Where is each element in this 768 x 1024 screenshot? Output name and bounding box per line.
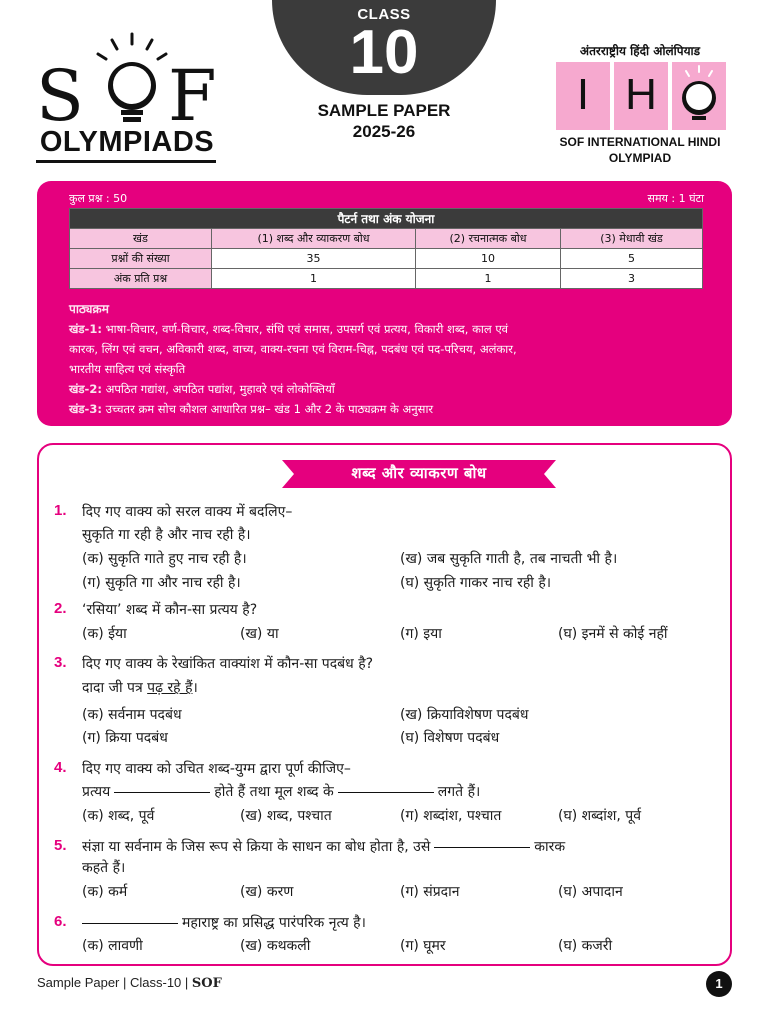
sentence-part: महाराष्ट्र का प्रसिद्ध पारंपरिक नृत्य है। [182,915,366,931]
table-header-row [70,229,703,249]
iho-caption [550,134,730,166]
syllabus-item [69,399,709,419]
option-c[interactable]: (ग) शब्दांश, पश्चात [400,808,502,824]
paper-title-line: SAMPLE PAPER [317,101,451,120]
page-number: 1 [706,971,732,997]
option-d[interactable]: (घ) इनमें से कोई नहीं [558,626,668,642]
sof-olympiads-text: OLYMPIADS [39,126,215,158]
table-header: (2) रचनात्मक बोध [416,229,561,249]
total-questions: कुल प्रश्न : 50 [69,192,128,205]
question-number: 5. [54,837,67,854]
question-text: दिए गए वाक्य को सरल वाक्य में बदलिए– [82,504,293,520]
exam-time: समय : 1 घंटा [647,192,704,205]
option-b[interactable]: (ख) शब्द, पश्चात [240,808,332,824]
question-text [82,837,565,856]
question-sentence: सुकृति गा रही है और नाच रही है। [82,527,251,543]
option-a[interactable]: (क) सुकृति गाते हुए नाच रही है। [82,551,247,567]
class-label: CLASS [357,6,411,23]
iho-letter-h: H [625,70,657,119]
class-number: 10 [349,18,419,87]
underlined-phrase: पढ़ रहे हैं [147,680,193,696]
fill-in-sentence [82,782,480,801]
paper-year: 2025-26 [352,122,416,141]
sentence-part: प्रत्यय [82,784,111,800]
syllabus-text: भारतीय साहित्य एवं संस्कृति [69,362,186,376]
question-number: 3. [54,654,67,671]
pattern-info-box [37,181,732,426]
question-text: दिए गए वाक्य के रेखांकित वाक्यांश में कौन-सा पदबंध है? [82,656,374,672]
option-b[interactable]: (ख) जब सुकृति गाती है, तब नाचती भी है। [400,551,618,567]
blank-line [434,847,530,848]
question-text: ‘रसिया’ शब्द में कौन-सा प्रत्यय है? [82,602,258,618]
sof-letter-s: S [36,55,84,137]
iho-logo [550,40,740,170]
section-banner [282,460,556,488]
syllabus-tag: खंड-2: [69,382,102,396]
iho-caption-line2: OLYMPIAD [608,151,672,165]
option-b[interactable]: (ख) क्रियाविशेषण पदबंध [400,707,529,723]
sentence-part: दादा जी पत्र [82,680,148,696]
table-row-label: अंक प्रति प्रश्न [70,269,212,289]
option-b[interactable]: (ख) करण [240,884,294,900]
section-title: शब्द और व्याकरण बोध [351,464,487,482]
option-c[interactable]: (ग) क्रिया पदबंध [82,730,168,746]
table-cell: 1 [212,269,416,289]
option-a[interactable]: (क) शब्द, पूर्व [82,808,155,824]
questions-panel [37,443,732,966]
iho-box-h [614,62,668,130]
table-cell: 1 [416,269,561,289]
table-cell: 10 [416,249,561,269]
table-cell: 5 [561,249,703,269]
sentence-part: संज्ञा या सर्वनाम के जिस रूप से क्रिया के साधन का बोध होता है, उसे [82,839,431,855]
question-number: 2. [54,600,67,617]
option-c[interactable]: (ग) सुकृति गा और नाच रही है। [82,575,241,591]
iho-box-i [556,62,610,130]
table-caption: पैटर्न तथा अंक योजना [70,209,703,229]
option-c[interactable]: (ग) इया [400,626,442,642]
option-d[interactable]: (घ) शब्दांश, पूर्व [558,808,642,824]
option-a[interactable]: (क) लावणी [82,938,143,954]
table-header: (1) शब्द और व्याकरण बोध [212,229,416,249]
table-header: खंड [70,229,212,249]
lightbulb-icon [92,30,172,130]
footer-text: Sample Paper | Class-10 | [37,975,192,990]
table-caption-row [70,209,703,229]
table-cell: 35 [212,249,416,269]
question-text: दिए गए वाक्य को उचित शब्द-युग्म द्वारा पूर्ण कीजिए– [82,761,351,777]
iho-hindi-title: अंतरराष्ट्रीय हिंदी ओलंपियाड [579,44,701,58]
table-cell: 3 [561,269,703,289]
blank-line [82,923,178,924]
option-d[interactable]: (घ) विशेषण पदबंध [400,730,500,746]
syllabus-tag: खंड-3: [69,402,102,416]
question-number: 6. [54,913,67,930]
question-text: कहते हैं। [82,860,126,876]
syllabus-item [69,319,709,339]
question-number: 4. [54,759,67,776]
sentence-part: । [192,680,198,696]
iho-caption-line1: SOF INTERNATIONAL HINDI [559,135,721,149]
table-header: (3) मेधावी खंड [561,229,703,249]
paper-title [272,100,496,142]
option-d[interactable]: (घ) कजरी [558,938,613,954]
option-a[interactable]: (क) सर्वनाम पदबंध [82,707,182,723]
syllabus-tag: खंड-1: [69,322,102,336]
option-b[interactable]: (ख) कथकली [240,938,311,954]
syllabus-text: कारक, लिंग एवं वचन, अविकारी शब्द, वाच्य, वाक्य-रचना एवं विराम-चिह्न, पदबंध एवं पद-परिचय, अलंकार, [69,342,517,356]
question-text [82,913,366,932]
iho-bulb-icon [672,62,726,130]
option-b[interactable]: (ख) या [240,626,279,642]
option-c[interactable]: (ग) घूमर [400,938,446,954]
footer-sof-mark: SOF [191,976,222,991]
option-d[interactable]: (घ) सुकृति गाकर नाच रही है। [400,575,552,591]
sof-olympiads-logo [36,30,218,170]
class-badge [272,0,496,95]
sof-letter-f: F [168,55,217,137]
sentence-part: कारक [534,839,566,855]
syllabus-heading: पाठ्यक्रम [69,302,109,316]
table-row-label: प्रश्नों की संख्या [70,249,212,269]
blank-line [114,792,210,793]
option-a[interactable]: (क) कर्म [82,884,128,900]
question-sentence [82,678,198,697]
syllabus-text: अपठित गद्यांश, अपठित पद्यांश, मुहावरे एवं लोकोक्तियाँ [105,382,335,396]
iho-box-o [672,62,726,130]
option-d[interactable]: (घ) अपादान [558,884,623,900]
syllabus-text: उच्चतर क्रम सोच कौशल आधारित प्रश्न– खंड 1 और 2 के पाठ्यक्रम के अनुसार [105,402,434,416]
syllabus-text: भाषा-विचार, वर्ण-विचार, शब्द-विचार, संधि एवं समास, उपसर्ग एवं प्रत्यय, विकारी शब्द, काल एवं [105,322,509,336]
table-row [70,269,703,289]
sentence-part: लगते हैं। [437,784,481,800]
syllabus [69,299,709,419]
syllabus-item [69,379,709,399]
marking-scheme-table [69,208,703,289]
blank-line [338,792,434,793]
option-a[interactable]: (क) ईया [82,626,127,642]
option-c[interactable]: (ग) संप्रदान [400,884,460,900]
logo-underline [36,160,216,163]
footer [37,975,222,991]
table-row [70,249,703,269]
iho-letter-i: I [576,70,590,119]
sentence-part: होते हैं तथा मूल शब्द के [214,784,334,800]
question-number: 1. [54,502,67,519]
